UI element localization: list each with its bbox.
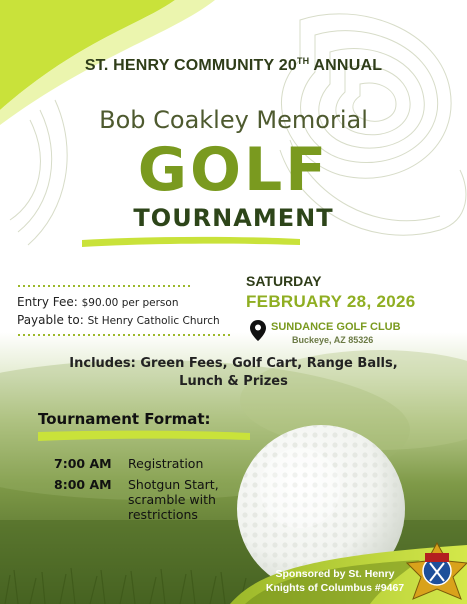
golf-heading: GOLF bbox=[137, 135, 330, 205]
includes-text bbox=[0, 355, 467, 391]
payable-value: St Henry Catholic Church bbox=[87, 315, 220, 327]
schedule-event bbox=[128, 477, 219, 522]
memorial-name: Bob Coakley Memorial bbox=[99, 106, 368, 134]
schedule-event: Registration bbox=[128, 456, 204, 471]
sponsor-line-1: Sponsored by St. Henry bbox=[275, 568, 395, 580]
header-prefix: ST. HENRY COMMUNITY 20 bbox=[84, 57, 297, 74]
includes-line-1: Includes: Green Fees, Golf Cart, Range Balls, bbox=[69, 356, 398, 371]
includes-line-2: Lunch & Prizes bbox=[179, 374, 288, 389]
schedule-event-line: Shotgun Start, bbox=[128, 477, 219, 492]
header-sup: TH bbox=[296, 56, 310, 66]
venue-city: Buckeye, AZ 85326 bbox=[292, 335, 374, 345]
schedule-time: 7:00 AM bbox=[54, 456, 112, 471]
payable-line bbox=[17, 312, 220, 330]
entry-fee-line bbox=[17, 294, 220, 312]
schedule-time: 8:00 AM bbox=[54, 477, 112, 492]
tournament-heading: TOURNAMENT bbox=[133, 204, 334, 232]
event-date: FEBRUARY 28, 2026 bbox=[246, 292, 416, 311]
schedule-event-line: scramble with bbox=[128, 492, 216, 507]
sponsor-text bbox=[255, 567, 415, 595]
payable-label: Payable to: bbox=[17, 313, 84, 327]
header-title bbox=[0, 56, 467, 75]
format-title: Tournament Format: bbox=[38, 410, 211, 428]
sponsor-line-2: Knights of Columbus #9467 bbox=[265, 582, 405, 594]
fee-block bbox=[17, 294, 220, 330]
venue-name: SUNDANCE GOLF CLUB bbox=[271, 321, 401, 333]
entry-fee-value: $90.00 per person bbox=[81, 297, 179, 309]
schedule-event-line: restrictions bbox=[128, 507, 198, 522]
event-day: SATURDAY bbox=[246, 273, 322, 289]
entry-fee-label: Entry Fee: bbox=[17, 295, 78, 309]
header-suffix: ANNUAL bbox=[309, 57, 383, 74]
